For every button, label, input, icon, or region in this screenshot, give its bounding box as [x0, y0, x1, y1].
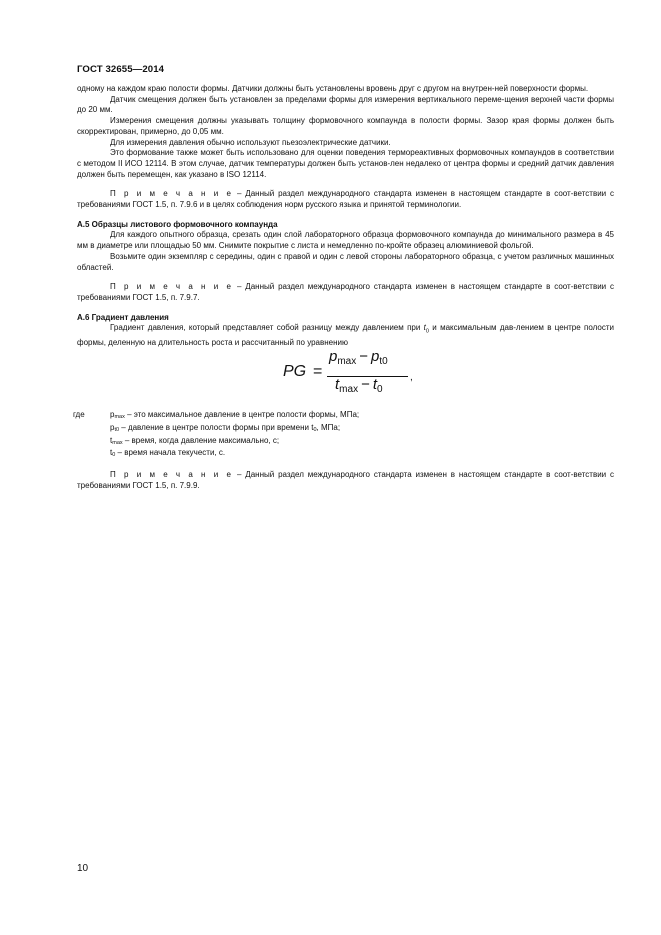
formula-lhs: PG: [283, 363, 307, 381]
formula-comma: ,: [410, 372, 413, 384]
definition-item: $t_{max}$ – время, когда давление максимально, с;: [110, 435, 280, 446]
where-label: где: [73, 410, 85, 420]
paragraph: Для каждого опытного образца, срезать один слой лабораторного образца формовочного компаунда до минимального размера в 45 мм в диаметре или площадью 50 мм. Снимите покрытие с листа и немедленно по-кройте образец алюминиевой фольгой.: [77, 230, 614, 251]
note-label: П р и м е ч а н и е: [110, 282, 234, 292]
formula-denominator: $t_{max} - t_0$: [335, 376, 383, 396]
note-text: – Данный раздел международного стандарта изменен в настоящем стандарте в соот-ветствии с требованиями ГОСТ 1.5, п. 7.9.6 и в целях соблюдения норм русского языка и принятой терминологии.: [77, 189, 615, 210]
document-body: [73, 84, 615, 492]
paragraph: Для измерения давления обычно используют пьезоэлектрические датчики.: [110, 137, 391, 147]
section-title-a6: А.6 Градиент давления: [77, 312, 169, 322]
page-number: 10: [77, 863, 89, 874]
note-text: – Данный раздел международного стандарта изменен в настоящем стандарте в соот-ветствии с требованиями ГОСТ 1.5, п. 7.9.9.: [77, 470, 615, 490]
definition-item: $t_0$ – время начала текучести, с.: [110, 448, 226, 459]
paragraph: Это формование также может быть использовано для оценки поведения термореактивных формовочных компаундов в соответствии с методом II ИСО 12114. В этом случае, датчик температуры должен быть установ-лен недалеко от центра формы и средний датчик давления должен быть перемещен, как указано в ISO 12114.: [77, 148, 614, 179]
paragraph: Датчик смещения должен быть установлен за пределами формы для измерения вертикального переме-щения верхней части формы до 20 мм.: [77, 94, 614, 115]
paragraph: Возьмите один экземпляр с середины, один с правой и один с левой стороны лабораторного образца, с учетом различных машинных областей.: [77, 251, 614, 272]
note-label: П р и м е ч а н и е: [110, 189, 234, 199]
variable-definitions: [73, 410, 614, 461]
section-title-a5: А.5 Образцы листового формовочного компаунда: [77, 219, 278, 229]
paragraph: Градиент давления, который представляет собой разницу между давлением при $t_0$ и максимальным дав-лением в центре полости формы, деленную на длительность роста и рассчитанный по уравнению: [77, 323, 614, 347]
note: [77, 470, 614, 491]
paragraph: одному на каждом краю полости формы. Датчики должны быть установлены вровень друг с другом на внутрен-ней поверхности формы.: [77, 84, 589, 93]
note: [77, 189, 614, 210]
note-label: П р и м е ч а н и е: [110, 470, 234, 480]
paragraph: Измерения смещения должны указывать толщину формовочного компаунда в полости формы. Зазор края формы должен быть скорректирован, примерно, до 0,05 мм.: [77, 116, 614, 136]
formula-equals: =: [313, 363, 323, 381]
definition-item: $p_{t0}$ – давление в центре полости формы при времени $t_0$, МПа;: [110, 423, 341, 434]
pressure-gradient-formula: [77, 348, 614, 410]
definition-item: $p_{max}$ – это максимальное давление в центре полости формы, МПа;: [110, 410, 360, 421]
formula-numerator: $p_{max} - p_{t0}$: [329, 348, 388, 368]
standard-header: ГОСТ 32655—2014: [77, 64, 165, 75]
note-text: – Данный раздел международного стандарта изменен в настоящем стандарте в соот-ветствии с требованиями ГОСТ 1.5, п. 7.9.7.: [77, 282, 615, 302]
note: [77, 282, 614, 303]
